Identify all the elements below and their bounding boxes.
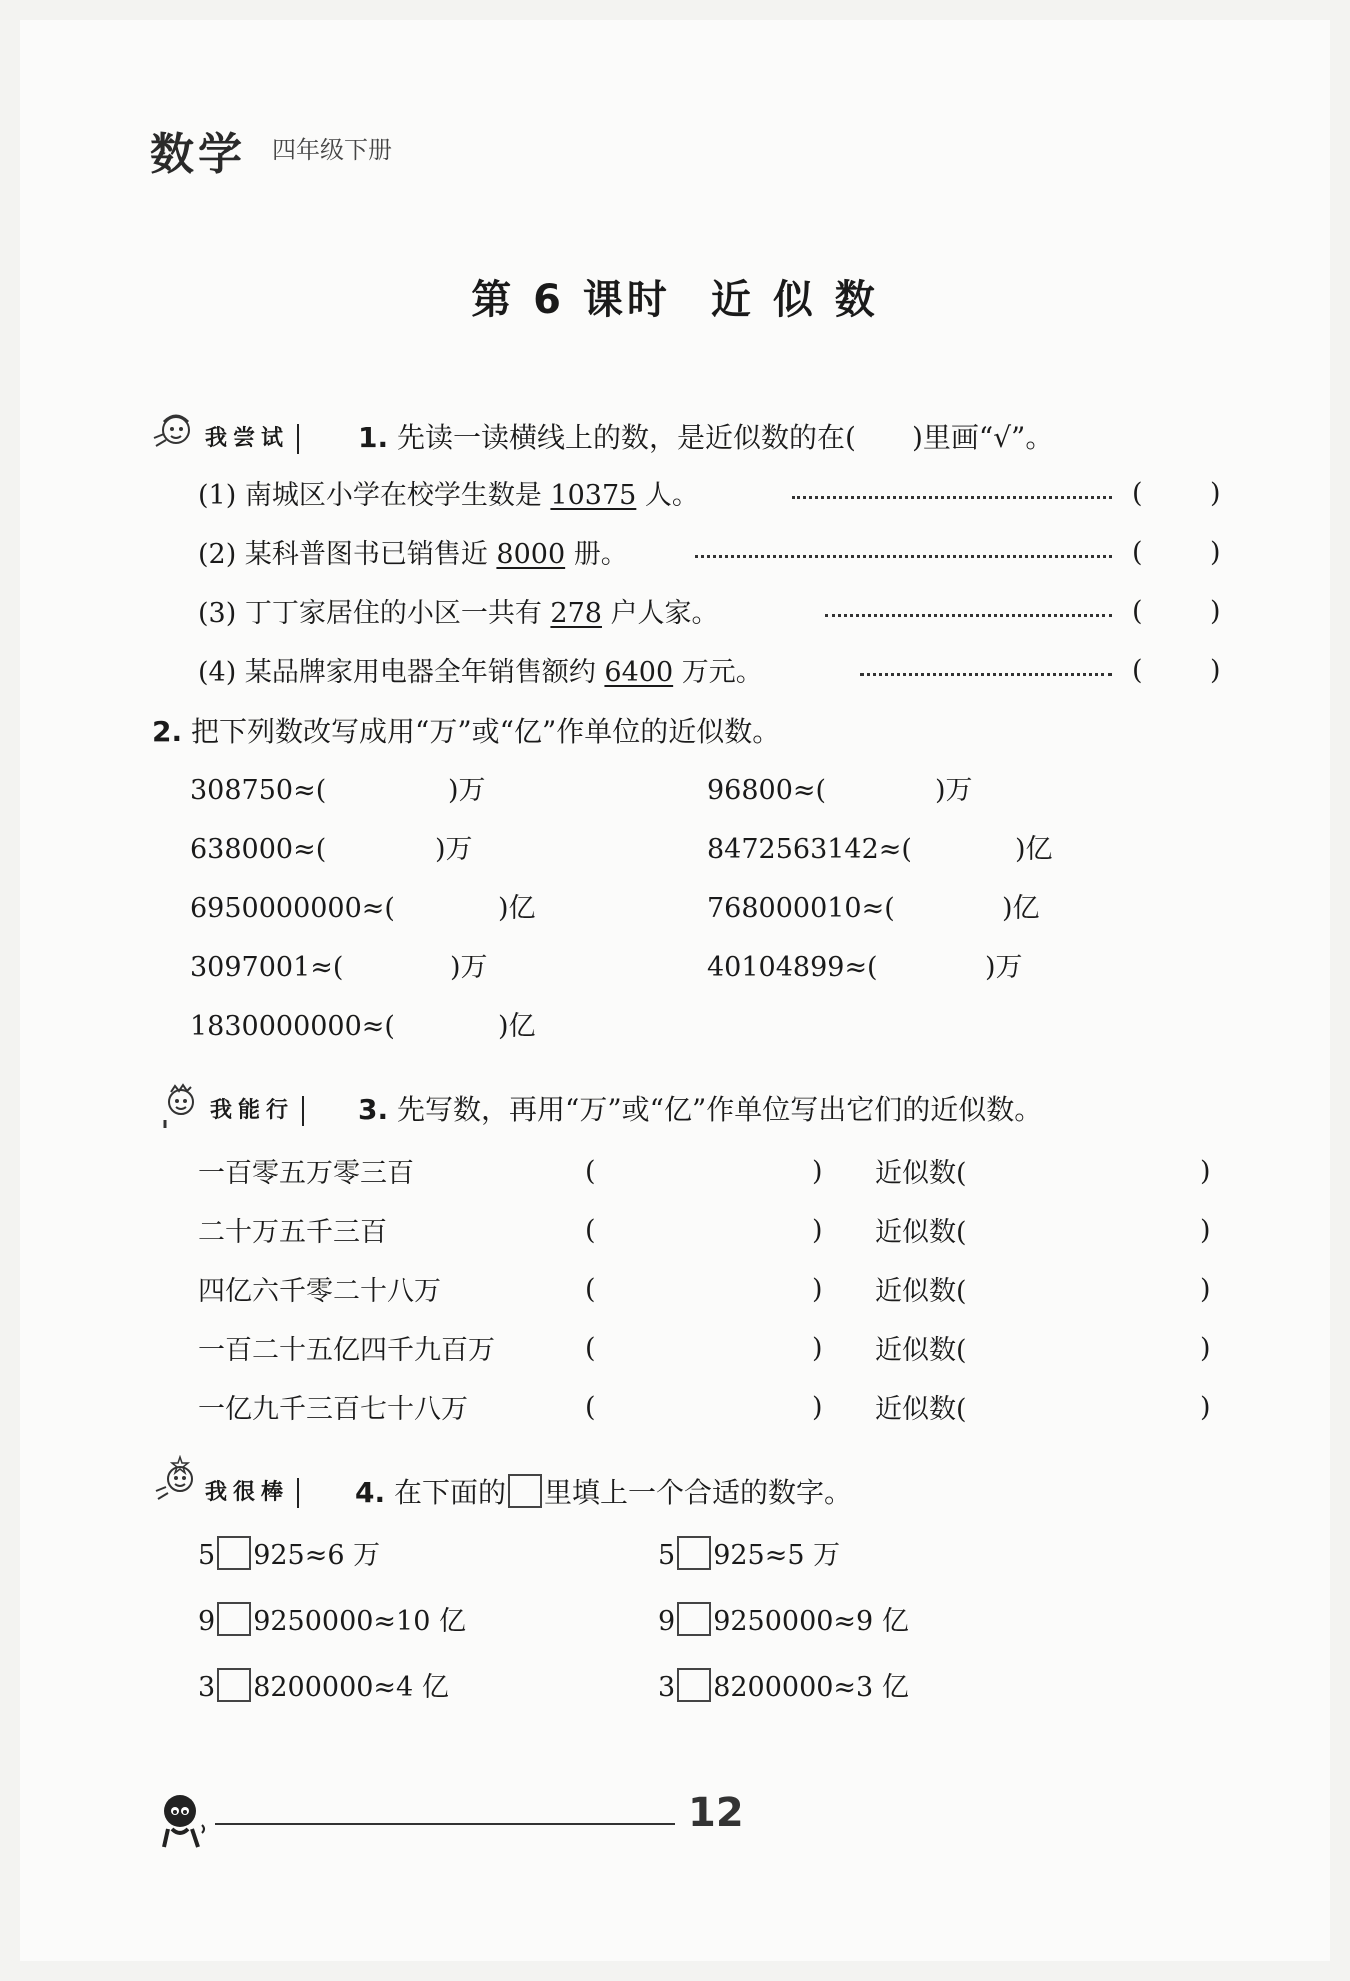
question-number: 4. bbox=[355, 1476, 386, 1509]
answer-paren-open: ( bbox=[585, 1392, 596, 1423]
question-text-before: 在下面的 bbox=[394, 1476, 507, 1509]
answer-paren-close: ) bbox=[1210, 537, 1221, 568]
q3-item-text: 四亿六千零二十八万 bbox=[198, 1276, 441, 1307]
number: 638000 bbox=[190, 834, 294, 865]
q2-item: 8472563142≈( bbox=[707, 834, 912, 865]
answer-paren-open: ( bbox=[585, 1333, 596, 1364]
digit: 3 bbox=[198, 1672, 216, 1703]
unit: 万 bbox=[995, 952, 1023, 983]
digit: 5 bbox=[658, 1540, 676, 1571]
q4-item bbox=[198, 1602, 466, 1640]
mascot-boy-icon bbox=[155, 1080, 205, 1130]
q4-item bbox=[198, 1536, 380, 1574]
number: 768000010 bbox=[707, 893, 862, 924]
leader-dots bbox=[825, 614, 1112, 617]
question-1 bbox=[358, 420, 1053, 456]
q2-unit: )万 bbox=[435, 834, 473, 865]
approx-label: 近似数( bbox=[875, 1276, 967, 1307]
lesson-title bbox=[0, 268, 1350, 325]
underlined-number: 278 bbox=[550, 598, 602, 629]
question-text: 先读一读横线上的数，是近似数的在( )里画“√”。 bbox=[397, 421, 1054, 454]
approx-label: 近似数( bbox=[875, 1394, 967, 1425]
item-text: 万元。 bbox=[673, 657, 763, 688]
mascot-girl-icon bbox=[150, 408, 200, 458]
underlined-number: 8000 bbox=[496, 539, 566, 570]
q1-item-1 bbox=[198, 478, 699, 514]
q2-item: 6950000000≈( bbox=[190, 893, 395, 924]
unit: 亿 bbox=[508, 1011, 536, 1042]
number: 6950000000 bbox=[190, 893, 362, 924]
q2-unit: )万 bbox=[448, 775, 486, 806]
leader-dots bbox=[860, 673, 1112, 676]
q2-item: 768000010≈( bbox=[707, 893, 895, 924]
answer-paren-open: ( bbox=[1132, 537, 1143, 568]
q2-unit: )万 bbox=[935, 775, 973, 806]
answer-paren-close: ) bbox=[812, 1333, 823, 1364]
answer-box[interactable] bbox=[677, 1536, 711, 1570]
q4-item bbox=[198, 1668, 449, 1706]
answer-paren-close: ) bbox=[812, 1392, 823, 1423]
expression: 925≈6 万 bbox=[253, 1540, 381, 1571]
number: 308750 bbox=[190, 775, 294, 806]
approx-label: 近似数( bbox=[875, 1217, 967, 1248]
answer-box[interactable] bbox=[677, 1602, 711, 1636]
approx-label: 近似数( bbox=[875, 1335, 967, 1366]
digit: 5 bbox=[198, 1540, 216, 1571]
q2-unit: )亿 bbox=[498, 1011, 536, 1042]
unit: 亿 bbox=[1012, 893, 1040, 924]
item-text: (2) 某科普图书已销售近 bbox=[198, 539, 497, 570]
question-number: 2. bbox=[152, 715, 183, 748]
unit: 亿 bbox=[508, 893, 536, 924]
unit: 万 bbox=[458, 775, 486, 806]
item-text: 户人家。 bbox=[601, 598, 719, 629]
answer-paren-close: ) bbox=[812, 1274, 823, 1305]
q2-item: 308750≈( bbox=[190, 775, 327, 806]
expression: 8200000≈4 亿 bbox=[253, 1672, 449, 1703]
q2-unit: )万 bbox=[985, 952, 1023, 983]
badge-try: 我尝试 bbox=[205, 424, 299, 454]
digit: 3 bbox=[658, 1672, 676, 1703]
lesson-number: 第 6 课时 bbox=[471, 277, 671, 323]
digit: 9 bbox=[198, 1606, 216, 1637]
answer-paren-open: ( bbox=[1132, 478, 1143, 509]
answer-paren-open: ( bbox=[585, 1156, 596, 1187]
q2-item: 1830000000≈( bbox=[190, 1011, 395, 1042]
answer-paren-close: ) bbox=[1200, 1274, 1211, 1305]
q1-item-3 bbox=[198, 596, 719, 632]
answer-paren-close: ) bbox=[1200, 1392, 1211, 1423]
answer-paren-close: ) bbox=[812, 1156, 823, 1187]
expression: 8200000≈3 亿 bbox=[713, 1672, 909, 1703]
subject-title: 数学 bbox=[150, 129, 246, 180]
q2-item: 96800≈( bbox=[707, 775, 827, 806]
item-text: (3) 丁丁家居住的小区一共有 bbox=[198, 598, 551, 629]
answer-box[interactable] bbox=[217, 1602, 251, 1636]
answer-paren-close: ) bbox=[1200, 1156, 1211, 1187]
answer-paren-open: ( bbox=[1132, 655, 1143, 686]
expression: 9250000≈10 亿 bbox=[253, 1606, 466, 1637]
q2-item: 3097001≈( bbox=[190, 952, 344, 983]
badge-great: 我很棒 bbox=[205, 1478, 299, 1508]
leader-dots bbox=[792, 496, 1112, 499]
unit: 万 bbox=[945, 775, 973, 806]
underlined-number: 10375 bbox=[550, 480, 637, 511]
approx-text: 近似数 bbox=[875, 1276, 956, 1307]
question-text: 把下列数改写成用“万”或“亿”作单位的近似数。 bbox=[191, 715, 781, 748]
unit: 万 bbox=[445, 834, 473, 865]
approx-label: 近似数( bbox=[875, 1158, 967, 1189]
expression: 9250000≈9 亿 bbox=[713, 1606, 909, 1637]
number: 96800 bbox=[707, 775, 793, 806]
answer-box[interactable] bbox=[217, 1536, 251, 1570]
q3-item-text: 一亿九千三百七十八万 bbox=[198, 1394, 468, 1425]
underlined-number: 6400 bbox=[604, 657, 674, 688]
question-text-after: 里填上一个合适的数字。 bbox=[544, 1476, 853, 1509]
q4-item bbox=[658, 1602, 909, 1640]
q2-item: 638000≈( bbox=[190, 834, 327, 865]
number: 8472563142 bbox=[707, 834, 879, 865]
q1-item-4 bbox=[198, 655, 763, 691]
blank-box bbox=[508, 1474, 542, 1508]
question-number: 3. bbox=[358, 1093, 389, 1126]
item-text: (1) 南城区小学在校学生数是 bbox=[198, 480, 551, 511]
question-4 bbox=[355, 1474, 852, 1511]
q2-unit: )亿 bbox=[498, 893, 536, 924]
answer-box[interactable] bbox=[677, 1668, 711, 1702]
approx-text: 近似数 bbox=[875, 1217, 956, 1248]
q2-item: 40104899≈( bbox=[707, 952, 878, 983]
approx-text: 近似数 bbox=[875, 1335, 956, 1366]
q3-item-text: 一百二十五亿四千九百万 bbox=[198, 1335, 495, 1366]
item-text: 人。 bbox=[636, 480, 699, 511]
lesson-topic: 近 似 数 bbox=[710, 277, 879, 323]
footer-mascot-icon bbox=[150, 1785, 212, 1855]
q4-item bbox=[658, 1668, 909, 1706]
question-3 bbox=[358, 1092, 1042, 1128]
unit: 万 bbox=[460, 952, 488, 983]
answer-paren-close: ) bbox=[1210, 478, 1221, 509]
page-number: 12 bbox=[688, 1790, 744, 1836]
q2-unit: )万 bbox=[450, 952, 488, 983]
answer-paren-open: ( bbox=[585, 1215, 596, 1246]
q2-unit: )亿 bbox=[1015, 834, 1053, 865]
q1-item-2 bbox=[198, 537, 628, 573]
approx-text: 近似数 bbox=[875, 1158, 956, 1189]
digit: 9 bbox=[658, 1606, 676, 1637]
q4-item bbox=[658, 1536, 840, 1574]
number: 3097001 bbox=[190, 952, 311, 983]
answer-box[interactable] bbox=[217, 1668, 251, 1702]
answer-paren-open: ( bbox=[1132, 596, 1143, 627]
unit: 亿 bbox=[1025, 834, 1053, 865]
q3-item-text: 一百零五万零三百 bbox=[198, 1158, 414, 1189]
badge-can-do: 我能行 bbox=[210, 1096, 304, 1126]
leader-dots bbox=[695, 555, 1112, 558]
number: 1830000000 bbox=[190, 1011, 362, 1042]
mascot-star-icon bbox=[152, 1455, 202, 1505]
number: 40104899 bbox=[707, 952, 845, 983]
expression: 925≈5 万 bbox=[713, 1540, 841, 1571]
answer-paren-open: ( bbox=[585, 1274, 596, 1305]
question-2 bbox=[152, 714, 780, 750]
answer-paren-close: ) bbox=[812, 1215, 823, 1246]
approx-text: 近似数 bbox=[875, 1394, 956, 1425]
question-number: 1. bbox=[358, 421, 389, 454]
q2-unit: )亿 bbox=[1002, 893, 1040, 924]
footer-rule bbox=[215, 1823, 675, 1825]
answer-paren-close: ) bbox=[1210, 596, 1221, 627]
answer-paren-close: ) bbox=[1200, 1215, 1211, 1246]
question-text: 先写数，再用“万”或“亿”作单位写出它们的近似数。 bbox=[397, 1093, 1043, 1126]
item-text: 册。 bbox=[565, 539, 628, 570]
item-text: (4) 某品牌家用电器全年销售额约 bbox=[198, 657, 605, 688]
answer-paren-close: ) bbox=[1200, 1333, 1211, 1364]
answer-paren-close: ) bbox=[1210, 655, 1221, 686]
q3-item-text: 二十万五千三百 bbox=[198, 1217, 387, 1248]
grade-label: 四年级下册 bbox=[272, 136, 392, 164]
